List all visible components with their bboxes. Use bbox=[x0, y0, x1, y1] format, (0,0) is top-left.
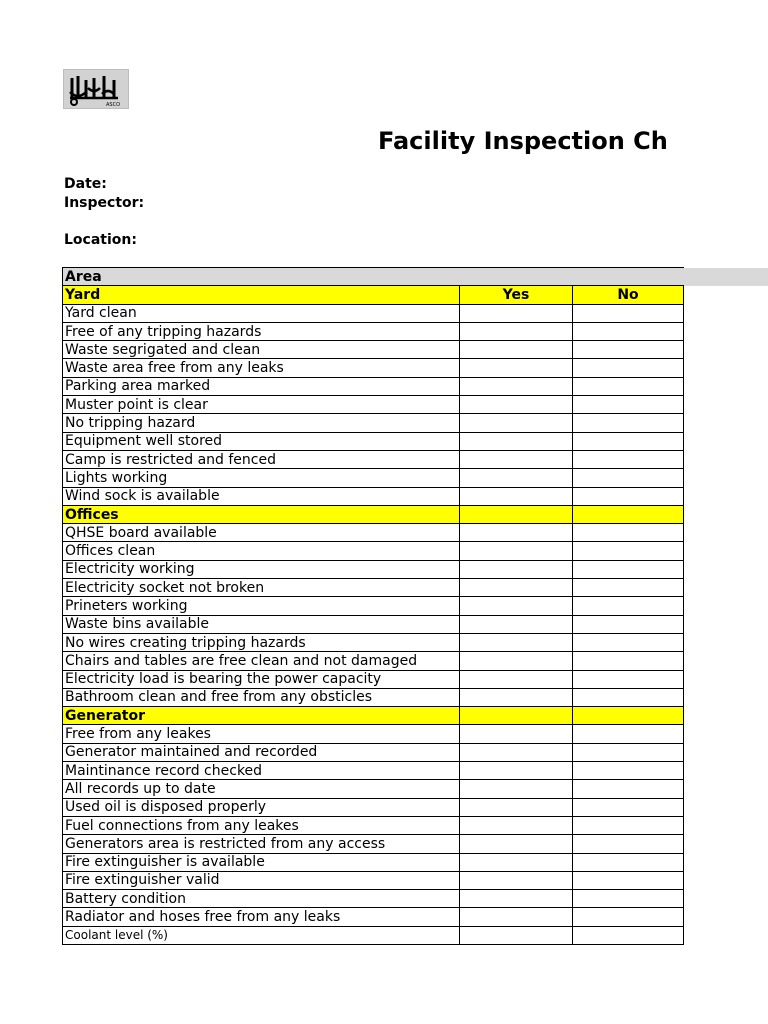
checklist-item-label: Waste segrigated and clean bbox=[63, 341, 460, 359]
checklist-row bbox=[63, 597, 684, 615]
checklist-item-label: Equipment well stored bbox=[63, 432, 460, 450]
checklist-row bbox=[63, 487, 684, 505]
yes-checkbox-cell[interactable] bbox=[460, 396, 573, 414]
no-checkbox-cell[interactable] bbox=[573, 579, 684, 597]
checklist-row bbox=[63, 359, 684, 377]
checklist-item-label: Lights working bbox=[63, 469, 460, 487]
checklist-row bbox=[63, 560, 684, 578]
location-label: Location: bbox=[64, 232, 137, 248]
checklist-row bbox=[63, 341, 684, 359]
checklist-row bbox=[63, 542, 684, 560]
no-checkbox-cell[interactable] bbox=[573, 816, 684, 834]
date-label: Date: bbox=[64, 176, 107, 192]
no-checkbox-cell[interactable] bbox=[573, 487, 684, 505]
checklist-item-label: Radiator and hoses free from any leaks bbox=[63, 908, 460, 926]
section-name: Yard bbox=[63, 286, 460, 304]
checklist-item-label: Electricity working bbox=[63, 560, 460, 578]
checklist-item-label: No wires creating tripping hazards bbox=[63, 633, 460, 651]
yes-checkbox-cell[interactable] bbox=[460, 579, 573, 597]
no-checkbox-cell[interactable] bbox=[573, 743, 684, 761]
checklist-row bbox=[63, 322, 684, 340]
yes-checkbox-cell[interactable] bbox=[460, 762, 573, 780]
section-blank-cell bbox=[460, 707, 573, 725]
checklist-item-label: Chairs and tables are free clean and not damaged bbox=[63, 652, 460, 670]
yes-checkbox-cell[interactable] bbox=[460, 652, 573, 670]
checklist-row bbox=[63, 688, 684, 706]
no-checkbox-cell[interactable] bbox=[573, 322, 684, 340]
inspector-label: Inspector: bbox=[64, 195, 145, 211]
checklist-row bbox=[63, 304, 684, 322]
checklist-row bbox=[63, 524, 684, 542]
checklist-row bbox=[63, 725, 684, 743]
checklist-row bbox=[63, 652, 684, 670]
yes-checkbox-cell[interactable] bbox=[460, 469, 573, 487]
checklist-item-label: Waste area free from any leaks bbox=[63, 359, 460, 377]
no-checkbox-cell[interactable] bbox=[573, 890, 684, 908]
yes-checkbox-cell[interactable] bbox=[460, 670, 573, 688]
checklist-row bbox=[63, 414, 684, 432]
section-blank-cell bbox=[573, 505, 684, 523]
checklist-row bbox=[63, 816, 684, 834]
no-checkbox-cell[interactable] bbox=[573, 597, 684, 615]
yes-checkbox-cell[interactable] bbox=[460, 359, 573, 377]
no-checkbox-cell[interactable] bbox=[573, 560, 684, 578]
section-header-row bbox=[63, 286, 684, 304]
checklist-item-label: Free of any tripping hazards bbox=[63, 322, 460, 340]
checklist-item-label: No tripping hazard bbox=[63, 414, 460, 432]
section-header-row bbox=[63, 707, 684, 725]
yes-checkbox-cell[interactable] bbox=[460, 304, 573, 322]
yes-checkbox-cell[interactable] bbox=[460, 560, 573, 578]
checklist-row bbox=[63, 798, 684, 816]
svg-text:ASCO: ASCO bbox=[106, 102, 121, 108]
no-checkbox-cell[interactable] bbox=[573, 908, 684, 926]
no-checkbox-cell[interactable] bbox=[573, 688, 684, 706]
area-header-cell: Area bbox=[63, 268, 460, 286]
no-checkbox-cell[interactable] bbox=[573, 798, 684, 816]
checklist-row bbox=[63, 926, 684, 944]
checklist-item-label: Fuel connections from any leakes bbox=[63, 816, 460, 834]
checklist-row bbox=[63, 670, 684, 688]
checklist-item-label: Generator maintained and recorded bbox=[63, 743, 460, 761]
yes-checkbox-cell[interactable] bbox=[460, 853, 573, 871]
checklist-item-label: Bathroom clean and free from any obsticles bbox=[63, 688, 460, 706]
checklist-row bbox=[63, 908, 684, 926]
checklist-item-label: Parking area marked bbox=[63, 377, 460, 395]
yes-checkbox-cell[interactable] bbox=[460, 487, 573, 505]
page-title: Facility Inspection Ch bbox=[378, 127, 668, 155]
checklist-item-label: Coolant level (%) bbox=[63, 926, 460, 944]
section-name: Generator bbox=[63, 707, 460, 725]
checklist-row bbox=[63, 396, 684, 414]
checklist-row bbox=[63, 871, 684, 889]
checklist-item-label: Camp is restricted and fenced bbox=[63, 450, 460, 468]
no-checkbox-cell[interactable] bbox=[573, 670, 684, 688]
checklist-row bbox=[63, 853, 684, 871]
no-checkbox-cell[interactable] bbox=[573, 853, 684, 871]
no-checkbox-cell[interactable] bbox=[573, 871, 684, 889]
checklist-row bbox=[63, 432, 684, 450]
yes-checkbox-cell[interactable] bbox=[460, 798, 573, 816]
company-logo bbox=[63, 69, 129, 109]
checklist-row bbox=[63, 377, 684, 395]
no-checkbox-cell[interactable] bbox=[573, 762, 684, 780]
checklist-item-label: Yard clean bbox=[63, 304, 460, 322]
yes-checkbox-cell[interactable] bbox=[460, 725, 573, 743]
yes-checkbox-cell[interactable] bbox=[460, 688, 573, 706]
checklist-item-label: Waste bins available bbox=[63, 615, 460, 633]
section-name: Offices bbox=[63, 505, 460, 523]
no-checkbox-cell[interactable] bbox=[573, 652, 684, 670]
no-checkbox-cell[interactable] bbox=[573, 524, 684, 542]
checklist-row bbox=[63, 743, 684, 761]
checklist-row bbox=[63, 890, 684, 908]
no-checkbox-cell[interactable] bbox=[573, 926, 684, 944]
no-checkbox-cell[interactable] bbox=[573, 469, 684, 487]
no-column-header: No bbox=[573, 286, 684, 304]
yes-checkbox-cell[interactable] bbox=[460, 322, 573, 340]
yes-checkbox-cell[interactable] bbox=[460, 908, 573, 926]
yes-column-header: Yes bbox=[460, 286, 573, 304]
checklist-row bbox=[63, 633, 684, 651]
checklist-item-label: All records up to date bbox=[63, 780, 460, 798]
section-header-row bbox=[63, 505, 684, 523]
no-checkbox-cell[interactable] bbox=[573, 341, 684, 359]
checklist-item-label: Battery condition bbox=[63, 890, 460, 908]
yes-checkbox-cell[interactable] bbox=[460, 450, 573, 468]
checklist-item-label: Electricity load is bearing the power capacity bbox=[63, 670, 460, 688]
checklist-row bbox=[63, 615, 684, 633]
no-checkbox-cell[interactable] bbox=[573, 725, 684, 743]
no-checkbox-cell[interactable] bbox=[573, 377, 684, 395]
no-checkbox-cell[interactable] bbox=[573, 780, 684, 798]
checklist-row bbox=[63, 469, 684, 487]
yes-checkbox-cell[interactable] bbox=[460, 341, 573, 359]
no-checkbox-cell[interactable] bbox=[573, 835, 684, 853]
no-checkbox-cell[interactable] bbox=[573, 542, 684, 560]
yes-checkbox-cell[interactable] bbox=[460, 615, 573, 633]
yes-checkbox-cell[interactable] bbox=[460, 816, 573, 834]
checklist-row bbox=[63, 762, 684, 780]
checklist-item-label: Fire extinguisher is available bbox=[63, 853, 460, 871]
checklist-item-label: Offices clean bbox=[63, 542, 460, 560]
no-checkbox-cell[interactable] bbox=[573, 304, 684, 322]
checklist-item-label: Prineters working bbox=[63, 597, 460, 615]
checklist-item-label: Generators area is restricted from any access bbox=[63, 835, 460, 853]
no-checkbox-cell[interactable] bbox=[573, 432, 684, 450]
yes-checkbox-cell[interactable] bbox=[460, 890, 573, 908]
yes-checkbox-cell[interactable] bbox=[460, 542, 573, 560]
area-header-row bbox=[63, 268, 684, 286]
checklist-row bbox=[63, 450, 684, 468]
yes-checkbox-cell[interactable] bbox=[460, 432, 573, 450]
checklist-row bbox=[63, 579, 684, 597]
no-checkbox-cell[interactable] bbox=[573, 359, 684, 377]
yes-checkbox-cell[interactable] bbox=[460, 780, 573, 798]
no-checkbox-cell[interactable] bbox=[573, 450, 684, 468]
section-blank-cell bbox=[573, 707, 684, 725]
no-checkbox-cell[interactable] bbox=[573, 615, 684, 633]
checklist-row bbox=[63, 835, 684, 853]
inspection-checklist-table bbox=[62, 267, 684, 945]
no-checkbox-cell[interactable] bbox=[573, 633, 684, 651]
checklist-item-label: QHSE board available bbox=[63, 524, 460, 542]
checklist-item-label: Free from any leakes bbox=[63, 725, 460, 743]
yes-checkbox-cell[interactable] bbox=[460, 597, 573, 615]
yes-checkbox-cell[interactable] bbox=[460, 377, 573, 395]
checklist-item-label: Fire extinguisher valid bbox=[63, 871, 460, 889]
yes-checkbox-cell[interactable] bbox=[460, 524, 573, 542]
checklist-item-label: Wind sock is available bbox=[63, 487, 460, 505]
no-checkbox-cell[interactable] bbox=[573, 414, 684, 432]
yes-checkbox-cell[interactable] bbox=[460, 835, 573, 853]
no-checkbox-cell[interactable] bbox=[573, 396, 684, 414]
checklist-item-label: Electricity socket not broken bbox=[63, 579, 460, 597]
checklist-item-label: Muster point is clear bbox=[63, 396, 460, 414]
yes-checkbox-cell[interactable] bbox=[460, 633, 573, 651]
section-blank-cell bbox=[460, 505, 573, 523]
area-header-blank bbox=[460, 268, 573, 286]
checklist-item-label: Maintinance record checked bbox=[63, 762, 460, 780]
checklist-item-label: Used oil is disposed properly bbox=[63, 798, 460, 816]
yes-checkbox-cell[interactable] bbox=[460, 743, 573, 761]
yes-checkbox-cell[interactable] bbox=[460, 926, 573, 944]
area-header-blank bbox=[573, 268, 684, 286]
yes-checkbox-cell[interactable] bbox=[460, 414, 573, 432]
yes-checkbox-cell[interactable] bbox=[460, 871, 573, 889]
checklist-row bbox=[63, 780, 684, 798]
